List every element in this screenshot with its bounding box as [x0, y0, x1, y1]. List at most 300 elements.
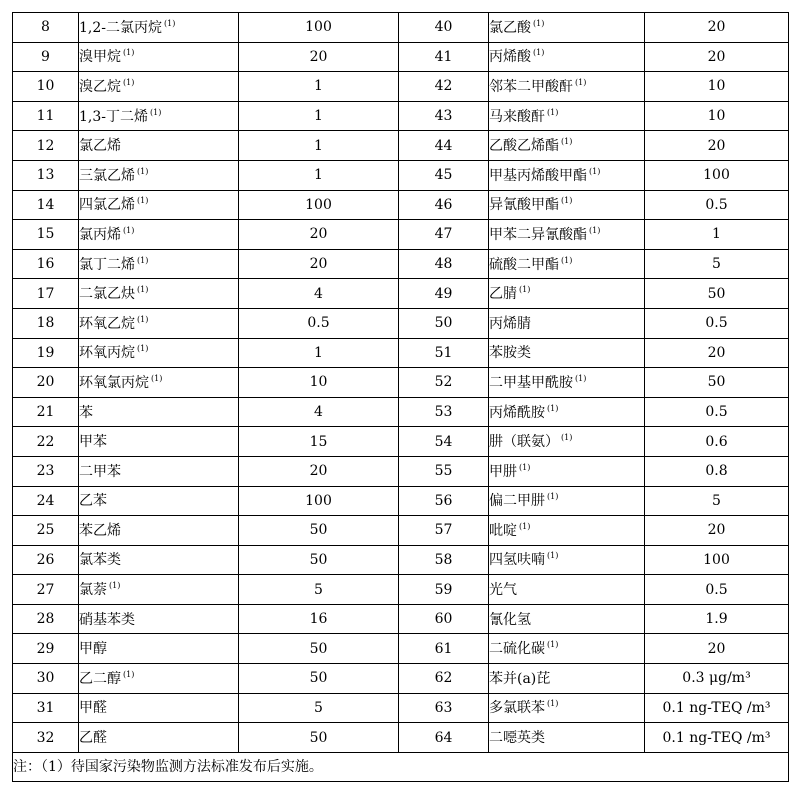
pollutant-name-cell [489, 486, 645, 516]
pollutant-name-cell [489, 427, 645, 457]
item-number: 58 [434, 551, 453, 568]
pollutant-name: 二噁英类 [489, 730, 545, 747]
footnote-marker: (1) [123, 48, 135, 58]
footnote-marker: (1) [561, 196, 573, 206]
limit-value-cell [239, 634, 399, 664]
pollutant-name-cell [79, 575, 239, 605]
pollutant-name-cell [79, 72, 239, 102]
pollutant-name: 甲醇 [79, 641, 107, 658]
item-number-cell [13, 368, 79, 398]
footnote-marker: (1) [547, 107, 559, 117]
limit-value: 0.8 [705, 463, 728, 480]
limit-value: 0.1 ng-TEQ /m³ [662, 699, 771, 716]
item-number: 24 [36, 492, 55, 509]
pollutant-name: 溴甲烷 [79, 49, 121, 66]
footnote-marker: (1) [137, 255, 149, 265]
limit-value: 100 [703, 551, 730, 568]
table-row [13, 338, 789, 368]
limit-value-cell [645, 101, 789, 131]
limit-value-cell [239, 456, 399, 486]
pollutant-name-cell [79, 486, 239, 516]
table-row [13, 604, 789, 634]
item-number-cell [399, 427, 489, 457]
limit-value: 16 [309, 611, 328, 628]
limit-value-cell [239, 516, 399, 546]
item-number: 55 [434, 463, 453, 480]
limit-value: 100 [305, 19, 332, 36]
limit-value-cell [645, 13, 789, 43]
footnote-marker: (1) [547, 492, 559, 502]
limit-value-cell [239, 604, 399, 634]
pollutant-name-cell [489, 575, 645, 605]
pollutant-limits-table [12, 12, 789, 782]
pollutant-name-cell [489, 42, 645, 72]
pollutant-name: 丙烯酸 [489, 49, 531, 66]
item-number: 16 [36, 256, 55, 273]
limit-value-cell [645, 693, 789, 723]
item-number-cell [13, 397, 79, 427]
table-body [13, 13, 789, 753]
pollutant-name-cell [79, 516, 239, 546]
limit-value-cell [239, 279, 399, 309]
item-number-cell [399, 368, 489, 398]
item-number-cell [13, 220, 79, 250]
item-number: 12 [36, 137, 55, 154]
item-number-cell [13, 338, 79, 368]
pollutant-name-cell [489, 131, 645, 161]
pollutant-name: 环氧氯丙烷 [79, 374, 149, 391]
item-number: 53 [434, 404, 453, 421]
pollutant-name: 二硫化碳 [489, 641, 545, 658]
pollutant-name: 马来酸酐 [489, 108, 545, 125]
footnote-row [13, 752, 789, 782]
limit-value: 0.5 [307, 315, 330, 332]
pollutant-name: 多氯联苯 [489, 700, 545, 717]
item-number-cell [399, 516, 489, 546]
pollutant-name: 甲基丙烯酸甲酯 [489, 167, 587, 184]
limit-value: 15 [309, 433, 328, 450]
item-number: 13 [36, 167, 55, 184]
pollutant-name-cell [489, 160, 645, 190]
limit-value: 20 [309, 256, 328, 273]
limit-value: 0.5 [705, 581, 728, 598]
pollutant-name-cell [79, 42, 239, 72]
table-row [13, 42, 789, 72]
item-number-cell [399, 486, 489, 516]
pollutant-name-cell [79, 308, 239, 338]
pollutant-name: 异氰酸甲酯 [489, 197, 559, 214]
limit-value: 100 [703, 167, 730, 184]
item-number-cell [13, 72, 79, 102]
item-number: 20 [36, 374, 55, 391]
pollutant-name: 苯乙烯 [79, 522, 121, 539]
footnote-marker: (1) [519, 462, 531, 472]
table-row [13, 13, 789, 43]
item-number: 11 [36, 108, 55, 125]
item-number-cell [399, 279, 489, 309]
pollutant-name: 苯 [79, 404, 93, 421]
item-number-cell [13, 545, 79, 575]
pollutant-name-cell [79, 604, 239, 634]
item-number: 48 [434, 256, 453, 273]
limit-value-cell [645, 368, 789, 398]
limit-value-cell [645, 634, 789, 664]
item-number-cell [13, 131, 79, 161]
item-number-cell [399, 723, 489, 753]
item-number: 52 [434, 374, 453, 391]
item-number-cell [399, 664, 489, 694]
pollutant-name-cell [489, 72, 645, 102]
item-number: 63 [434, 699, 453, 716]
footnote-marker: (1) [137, 196, 149, 206]
limit-value: 50 [309, 522, 328, 539]
limit-value: 100 [305, 196, 332, 213]
item-number-cell [399, 308, 489, 338]
pollutant-name-cell [79, 723, 239, 753]
limit-value: 20 [707, 640, 726, 657]
item-number-cell [13, 160, 79, 190]
pollutant-name: 三氯乙烯 [79, 167, 135, 184]
pollutant-name-cell [79, 427, 239, 457]
table-row [13, 575, 789, 605]
item-number: 47 [434, 226, 453, 243]
table-row [13, 486, 789, 516]
limit-value-cell [645, 427, 789, 457]
footnote-marker: (1) [547, 551, 559, 561]
table-row [13, 279, 789, 309]
pollutant-name-cell [79, 131, 239, 161]
item-number: 21 [36, 404, 55, 421]
pollutant-name: 环氧丙烷 [79, 345, 135, 362]
limit-value-cell [645, 249, 789, 279]
pollutant-name: 氯丁二烯 [79, 256, 135, 273]
table-row [13, 308, 789, 338]
item-number-cell [13, 575, 79, 605]
limit-value-cell [645, 723, 789, 753]
pollutant-name: 乙醛 [79, 730, 107, 747]
pollutant-name: 甲苯 [79, 434, 107, 451]
footnote-marker: (1) [575, 77, 587, 87]
limit-value-cell [239, 486, 399, 516]
limit-value-cell [239, 42, 399, 72]
limit-value: 20 [707, 19, 726, 36]
footnote-marker: (1) [547, 699, 559, 709]
footnote-marker: (1) [589, 166, 601, 176]
pollutant-name: 1,2-二氯丙烷 [79, 19, 162, 36]
pollutant-name-cell [489, 516, 645, 546]
item-number: 28 [36, 611, 55, 628]
item-number-cell [399, 42, 489, 72]
pollutant-name: 硝基苯类 [79, 611, 135, 628]
pollutant-name: 氰化氢 [489, 611, 531, 628]
pollutant-name-cell [489, 249, 645, 279]
limit-value-cell [239, 249, 399, 279]
table-row [13, 664, 789, 694]
pollutant-name-cell [79, 220, 239, 250]
item-number: 43 [434, 108, 453, 125]
limit-value: 5 [712, 492, 721, 509]
pollutant-name-cell [489, 456, 645, 486]
pollutant-name: 氯丙烯 [79, 226, 121, 243]
limit-value: 1 [712, 226, 721, 243]
item-number: 27 [36, 581, 55, 598]
limit-value-cell [645, 456, 789, 486]
item-number: 64 [434, 729, 453, 746]
pollutant-name-cell [489, 101, 645, 131]
item-number-cell [13, 604, 79, 634]
limit-value: 1 [314, 344, 323, 361]
footnote-marker: (1) [561, 255, 573, 265]
item-number-cell [13, 190, 79, 220]
pollutant-name-cell [489, 308, 645, 338]
item-number-cell [399, 575, 489, 605]
item-number-cell [13, 456, 79, 486]
limit-value: 0.6 [705, 433, 728, 450]
table-row [13, 516, 789, 546]
pollutant-name: 氯乙酸 [489, 19, 531, 36]
limit-value: 1.9 [705, 611, 728, 628]
limit-value-cell [645, 338, 789, 368]
pollutant-name: 氯萘 [79, 582, 107, 599]
item-number: 18 [36, 315, 55, 332]
table-row [13, 249, 789, 279]
item-number-cell [399, 190, 489, 220]
table-row [13, 220, 789, 250]
limit-value: 1 [314, 137, 323, 154]
limit-value: 1 [314, 108, 323, 125]
limit-value: 5 [314, 581, 323, 598]
pollutant-name-cell [489, 604, 645, 634]
item-number: 9 [41, 48, 50, 65]
limit-value: 10 [309, 374, 328, 391]
pollutant-name: 溴乙烷 [79, 78, 121, 95]
limit-value: 50 [707, 374, 726, 391]
item-number-cell [13, 101, 79, 131]
pollutant-name: 苯胺类 [489, 345, 531, 362]
pollutant-name-cell [489, 368, 645, 398]
footnote-marker: (1) [150, 107, 162, 117]
limit-value: 50 [309, 640, 328, 657]
item-number-cell [399, 397, 489, 427]
pollutant-name: 邻苯二甲酸酐 [489, 78, 573, 95]
item-number: 51 [434, 344, 453, 361]
limit-value: 100 [305, 492, 332, 509]
limit-value-cell [239, 575, 399, 605]
limit-value-cell [239, 693, 399, 723]
pollutant-name-cell [79, 160, 239, 190]
limit-value: 20 [309, 48, 328, 65]
pollutant-name-cell [79, 693, 239, 723]
item-number-cell [399, 456, 489, 486]
pollutant-name: 氯苯类 [79, 552, 121, 569]
pollutant-name-cell [79, 664, 239, 694]
table-row [13, 545, 789, 575]
footnote-marker: (1) [137, 166, 149, 176]
limit-value-cell [239, 190, 399, 220]
footnote-marker: (1) [561, 433, 573, 443]
pollutant-name-cell [489, 693, 645, 723]
limit-value: 20 [707, 137, 726, 154]
item-number-cell [13, 42, 79, 72]
item-number: 25 [36, 522, 55, 539]
pollutant-name: 四氯乙烯 [79, 197, 135, 214]
item-number-cell [399, 249, 489, 279]
table-row [13, 72, 789, 102]
footnote-marker: (1) [123, 225, 135, 235]
pollutant-name: 丙烯腈 [489, 315, 531, 332]
pollutant-name: 乙二醇 [79, 670, 121, 687]
item-number: 46 [434, 196, 453, 213]
item-number-cell [399, 160, 489, 190]
limit-value-cell [645, 190, 789, 220]
pollutant-name: 乙酸乙烯酯 [489, 138, 559, 155]
pollutant-name: 二甲基甲酰胺 [489, 374, 573, 391]
item-number-cell [13, 308, 79, 338]
limit-value-cell [239, 545, 399, 575]
pollutant-name-cell [79, 397, 239, 427]
item-number-cell [399, 220, 489, 250]
pollutant-name-cell [79, 545, 239, 575]
limit-value-cell [239, 664, 399, 694]
table-row [13, 456, 789, 486]
footnote-marker: (1) [109, 581, 121, 591]
item-number: 42 [434, 78, 453, 95]
limit-value: 5 [712, 256, 721, 273]
item-number-cell [399, 545, 489, 575]
limit-value: 20 [309, 463, 328, 480]
table-row [13, 634, 789, 664]
limit-value: 20 [707, 522, 726, 539]
item-number-cell [399, 604, 489, 634]
limit-value-cell [645, 545, 789, 575]
pollutant-name-cell [79, 338, 239, 368]
limit-value: 20 [707, 344, 726, 361]
item-number-cell [13, 664, 79, 694]
limit-value-cell [645, 486, 789, 516]
limit-value: 4 [314, 285, 323, 302]
limit-value: 50 [309, 670, 328, 687]
pollutant-name: 二甲苯 [79, 463, 121, 480]
pollutant-name-cell [489, 190, 645, 220]
pollutant-name-cell [79, 249, 239, 279]
footnote-marker: (1) [589, 225, 601, 235]
item-number: 14 [36, 196, 55, 213]
pollutant-name: 环氧乙烷 [79, 315, 135, 332]
limit-value-cell [239, 72, 399, 102]
limit-value-cell [239, 101, 399, 131]
pollutant-name-cell [79, 101, 239, 131]
pollutant-name: 甲醛 [79, 700, 107, 717]
pollutant-name-cell [489, 279, 645, 309]
item-number: 50 [434, 315, 453, 332]
pollutant-name-cell [79, 634, 239, 664]
item-number: 59 [434, 581, 453, 598]
limit-value: 0.5 [705, 196, 728, 213]
limit-value: 0.5 [705, 315, 728, 332]
footnote-marker: (1) [519, 285, 531, 295]
pollutant-name-cell [489, 397, 645, 427]
limit-value-cell [645, 664, 789, 694]
item-number: 10 [36, 78, 55, 95]
limit-value: 20 [707, 48, 726, 65]
footnote-marker: (1) [123, 77, 135, 87]
footnote: 注：（1）待国家污染物监测方法标准发布后实施。 [13, 752, 789, 782]
limit-value-cell [645, 308, 789, 338]
pollutant-name: 1,3-丁二烯 [79, 108, 148, 125]
item-number: 62 [434, 670, 453, 687]
limit-value-cell [645, 397, 789, 427]
pollutant-name: 乙腈 [489, 286, 517, 303]
pollutant-name: 苯并(a)芘 [489, 670, 551, 687]
footnote-marker: (1) [575, 373, 587, 383]
limit-value-cell [645, 72, 789, 102]
limit-value: 50 [309, 729, 328, 746]
limit-value: 0.5 [705, 404, 728, 421]
footnote-marker: (1) [123, 669, 135, 679]
pollutant-name-cell [489, 13, 645, 43]
limit-value-cell [239, 131, 399, 161]
pollutant-name: 二氯乙炔 [79, 286, 135, 303]
item-number: 61 [434, 640, 453, 657]
footnote-marker: (1) [533, 18, 545, 28]
footnote-marker: (1) [164, 18, 176, 28]
footnote-marker: (1) [137, 314, 149, 324]
limit-value-cell [239, 397, 399, 427]
item-number-cell [399, 101, 489, 131]
pollutant-name: 硫酸二甲酯 [489, 256, 559, 273]
item-number: 49 [434, 285, 453, 302]
footnote-marker: (1) [151, 373, 163, 383]
limit-value-cell [645, 131, 789, 161]
pollutant-name-cell [489, 545, 645, 575]
item-number-cell [399, 72, 489, 102]
limit-value: 0.1 ng-TEQ /m³ [662, 729, 771, 746]
table-row [13, 368, 789, 398]
item-number: 19 [36, 344, 55, 361]
limit-value: 1 [314, 167, 323, 184]
item-number-cell [399, 338, 489, 368]
limit-value: 4 [314, 404, 323, 421]
limit-value-cell [645, 516, 789, 546]
item-number: 56 [434, 492, 453, 509]
limit-value-cell [645, 220, 789, 250]
limit-value-cell [645, 160, 789, 190]
limit-value-cell [239, 338, 399, 368]
footnote-marker: (1) [519, 521, 531, 531]
item-number: 31 [36, 699, 55, 716]
limit-value-cell [239, 160, 399, 190]
pollutant-name-cell [489, 338, 645, 368]
pollutant-name-cell [79, 279, 239, 309]
item-number: 8 [41, 19, 50, 36]
item-number: 54 [434, 433, 453, 450]
pollutant-name-cell [489, 664, 645, 694]
limit-value: 10 [707, 78, 726, 95]
limit-value-cell [239, 13, 399, 43]
item-number-cell [399, 693, 489, 723]
item-number-cell [13, 693, 79, 723]
item-number-cell [13, 249, 79, 279]
table-row [13, 723, 789, 753]
pollutant-name: 丙烯酰胺 [489, 404, 545, 421]
table-row [13, 131, 789, 161]
footnote-marker: (1) [547, 640, 559, 650]
item-number: 23 [36, 463, 55, 480]
item-number-cell [399, 131, 489, 161]
table-row [13, 101, 789, 131]
item-number-cell [13, 427, 79, 457]
table-row [13, 160, 789, 190]
